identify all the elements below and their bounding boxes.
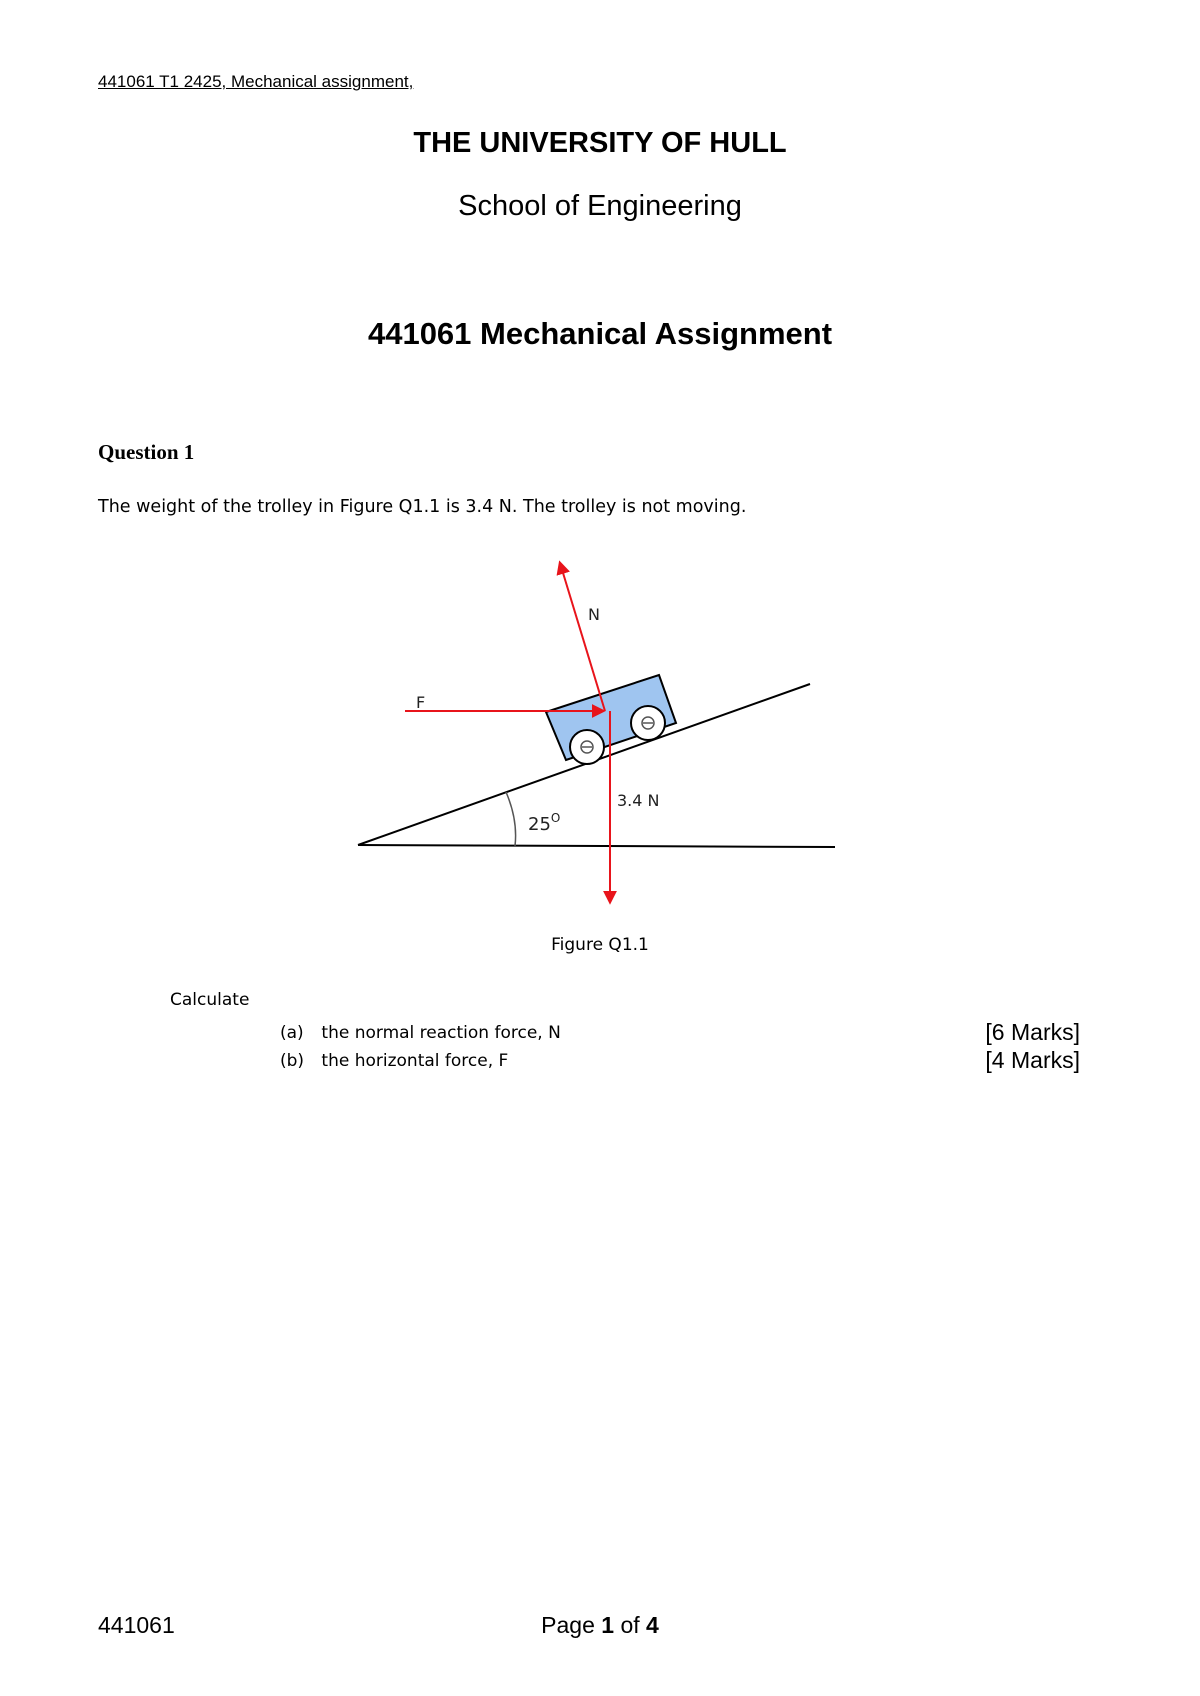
part-a-letter: (a) xyxy=(280,1023,304,1043)
angle-arc xyxy=(506,792,516,846)
angle-value: 25 xyxy=(528,814,551,835)
angle-unit: O xyxy=(550,811,561,825)
running-header-text: 441061 T1 2425, Mechanical assignment, xyxy=(98,72,414,91)
part-b-marks: [4 Marks] xyxy=(985,1047,1080,1073)
part-a-marks: [6 Marks] xyxy=(985,1019,1080,1045)
part-b-letter: (b) xyxy=(280,1051,305,1071)
normal-force-arrow xyxy=(560,563,605,711)
page-total: 4 xyxy=(646,1612,659,1638)
page-indicator xyxy=(0,1612,1200,1639)
question-heading: Question 1 xyxy=(98,440,195,464)
part-a-text: the normal reaction force, N xyxy=(321,1023,561,1043)
of-word: of xyxy=(620,1612,640,1638)
figure-caption: Figure Q1.1 xyxy=(551,935,649,955)
part-a xyxy=(280,1019,1080,1045)
wheel-right xyxy=(631,706,665,740)
calculate-label: Calculate xyxy=(170,990,250,1010)
assignment-title: 441061 Mechanical Assignment xyxy=(367,316,833,351)
university-title: THE UNIVERSITY OF HULL xyxy=(413,127,787,159)
label-weight: 3.4 N xyxy=(617,791,660,810)
footer-code: 441061 xyxy=(98,1612,175,1638)
ground-line xyxy=(358,845,835,847)
part-b xyxy=(280,1047,1080,1073)
question-text: The weight of the trolley in Figure Q1.1 is 3.4 N. The trolley is not moving. xyxy=(98,497,747,517)
page-number: 1 xyxy=(601,1612,615,1638)
label-angle xyxy=(528,811,560,835)
school-name: School of Engineering xyxy=(458,190,742,222)
wheel-left xyxy=(570,730,604,764)
part-b-text: the horizontal force, F xyxy=(321,1051,509,1071)
label-F: F xyxy=(416,693,426,712)
label-N: N xyxy=(588,605,600,624)
page-word: Page xyxy=(541,1612,595,1638)
